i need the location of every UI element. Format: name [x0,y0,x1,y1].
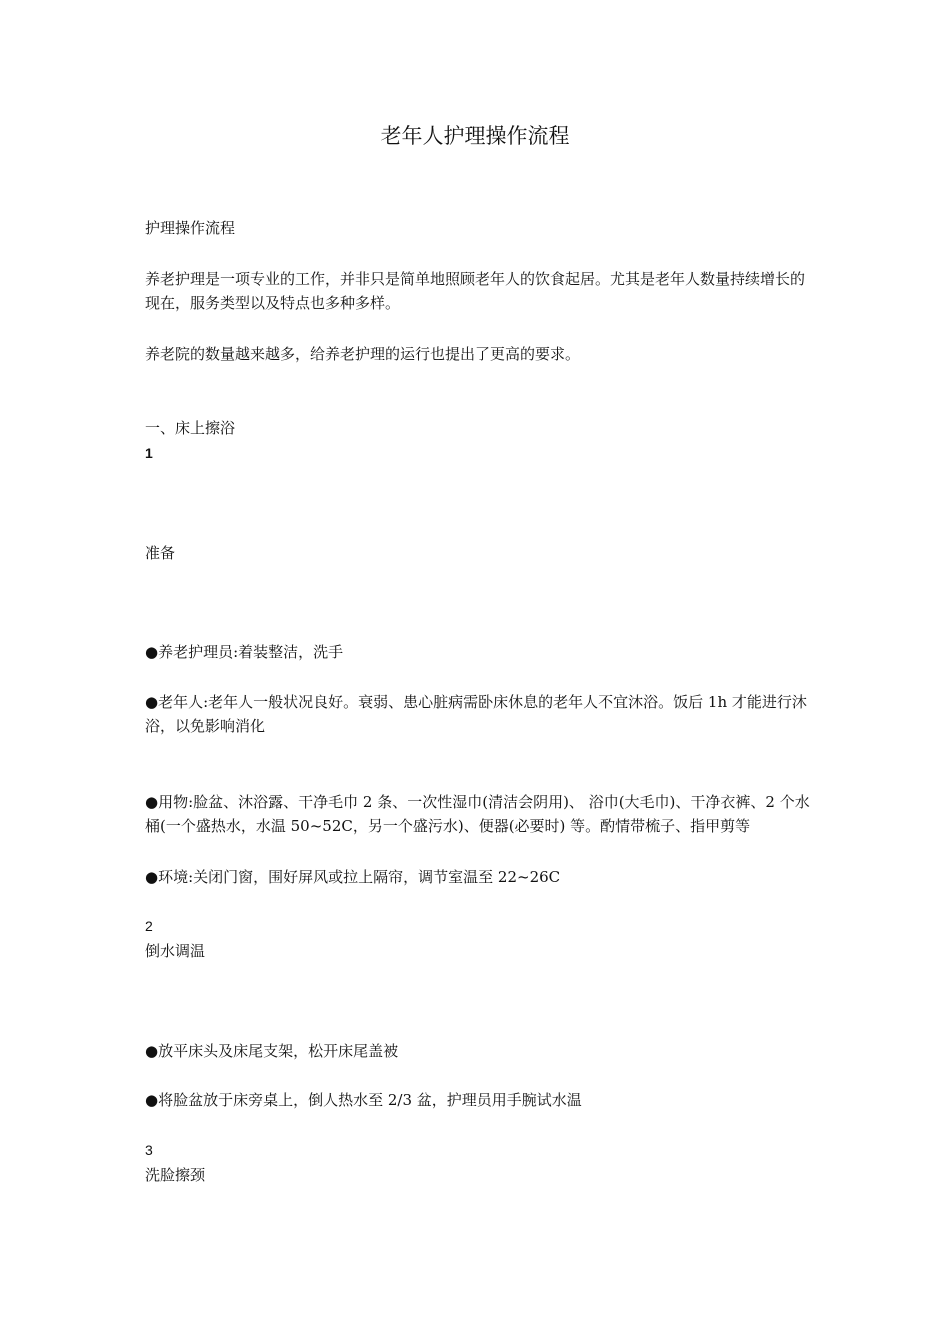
step-1-title: 准备 [145,544,176,562]
step-1-number: 1 [145,445,153,461]
step-1-item: ●养老护理员:着装整洁，洗手 [145,643,344,661]
step-2-item: ●将脸盆放于床旁桌上，倒人热水至 2/3 盆，护理员用手腕试水温 [145,1091,582,1109]
step-2-title: 倒水调温 [145,942,206,960]
step-1-item: ●老年人:老年人一般状况良好。衰弱、患心脏病需卧床休息的老年人不宜沐浴。饭后 1h 才能进行沐浴，以免影响消化 [145,693,807,735]
step-3-title: 洗脸擦颈 [145,1166,206,1184]
step-3-number: 3 [145,1142,153,1158]
section-1-title: 一、床上擦浴 [145,419,236,437]
step-2-item: ●放平床头及床尾支架，松开床尾盖被 [145,1042,399,1060]
section-heading: 护理操作流程 [145,219,236,237]
intro-paragraph-1: 养老护理是一项专业的工作，并非只是简单地照顾老年人的饮食起居。尤其是老年人数量持续增长的现在，服务类型以及特点也多种多样。 [145,270,806,312]
step-1-item: ●环境:关闭门窗，围好屏风或拉上隔帘，调节室温至 22~26C [145,868,561,886]
document-title: 老年人护理操作流程 [380,124,570,148]
step-1-item: ●用物:脸盆、沐浴露、干净毛巾 2 条、一次性湿巾(清洁会阴用)、 浴巾(大毛巾)、干净衣裤、2 个水桶(一个盛热水，水温 50~52C，另一个盛污水)、便器(必要时) 等。酌情带梳子、指甲剪等 [145,793,810,835]
step-2-number: 2 [145,918,153,934]
intro-paragraph-2: 养老院的数量越来越多，给养老护理的运行也提出了更高的要求。 [145,345,581,363]
